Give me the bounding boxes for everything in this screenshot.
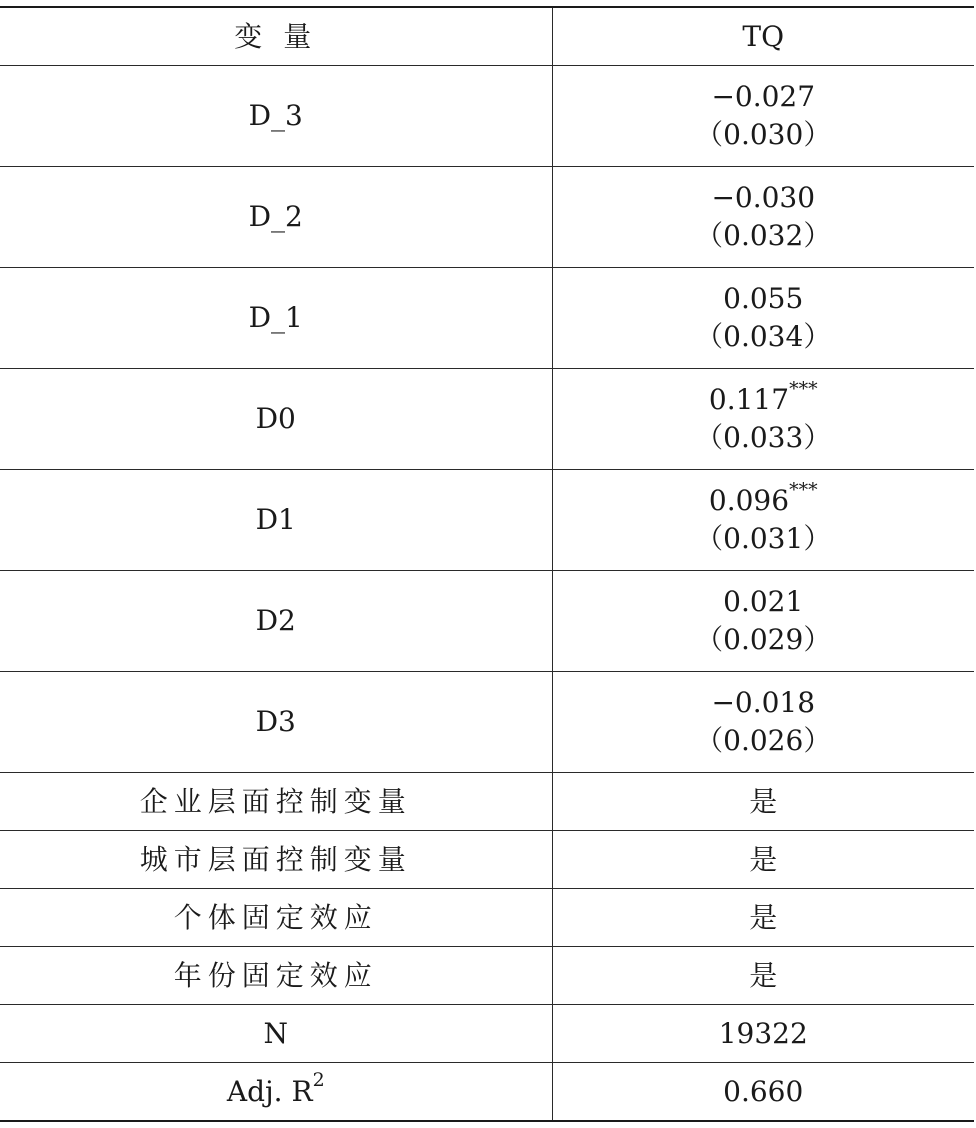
adj-r2-label: Adj. $R^2$: [0, 1063, 552, 1122]
variable-name: D1: [0, 470, 552, 571]
control-row: [0, 773, 974, 831]
coefficient-cell: [552, 268, 974, 369]
observations-value: 19322: [552, 1005, 974, 1063]
coefficient-cell: [552, 470, 974, 571]
standard-error: （0.034）: [695, 320, 832, 353]
header-row: [0, 7, 974, 66]
control-label: 个体固定效应: [0, 889, 552, 947]
estimate: −0.030: [711, 181, 816, 215]
control-label: 企业层面控制变量: [0, 773, 552, 831]
control-value: 是: [552, 947, 974, 1005]
control-row: [0, 889, 974, 947]
observations-label: N: [0, 1005, 552, 1063]
standard-error: （0.031）: [695, 522, 832, 555]
coefficient-cell: [552, 369, 974, 470]
variable-name: D2: [0, 571, 552, 672]
estimate: 0.096***: [708, 478, 818, 518]
table-row: [0, 167, 974, 268]
standard-error: （0.029）: [695, 623, 832, 656]
r2-superscript: 2: [312, 1069, 325, 1092]
standard-error: （0.033）: [695, 421, 832, 454]
estimate: 0.021: [723, 585, 804, 619]
estimate: −0.027: [711, 80, 816, 114]
standard-error: （0.026）: [695, 724, 832, 757]
variable-name: D_3: [0, 66, 552, 167]
variable-name: D_1: [0, 268, 552, 369]
coefficient-cell: [552, 66, 974, 167]
variable-name: D0: [0, 369, 552, 470]
estimate: 0.117***: [708, 377, 818, 417]
significance-stars: ***: [789, 377, 818, 400]
regression-table: [0, 6, 974, 1122]
coefficient-cell: [552, 571, 974, 672]
variable-header: 变 量: [0, 7, 552, 66]
table-row: [0, 369, 974, 470]
control-value: 是: [552, 831, 974, 889]
adj-r2-value: 0.660: [552, 1063, 974, 1122]
table-row: [0, 571, 974, 672]
significance-stars: ***: [789, 478, 818, 501]
table-row: [0, 470, 974, 571]
control-value: 是: [552, 889, 974, 947]
dependent-variable-header: TQ: [552, 7, 974, 66]
standard-error: （0.030）: [695, 118, 832, 151]
table-row: [0, 268, 974, 369]
coefficient-cell: [552, 672, 974, 773]
variable-name: D_2: [0, 167, 552, 268]
control-row: [0, 831, 974, 889]
table-row: [0, 66, 974, 167]
adj-r2-row: [0, 1063, 974, 1122]
control-value: 是: [552, 773, 974, 831]
control-label: 年份固定效应: [0, 947, 552, 1005]
control-row: [0, 947, 974, 1005]
coefficient-cell: [552, 167, 974, 268]
estimate: −0.018: [711, 686, 816, 720]
variable-name: D3: [0, 672, 552, 773]
observations-row: [0, 1005, 974, 1063]
control-label: 城市层面控制变量: [0, 831, 552, 889]
estimate: 0.055: [723, 282, 804, 316]
table-row: [0, 672, 974, 773]
standard-error: （0.032）: [695, 219, 832, 252]
